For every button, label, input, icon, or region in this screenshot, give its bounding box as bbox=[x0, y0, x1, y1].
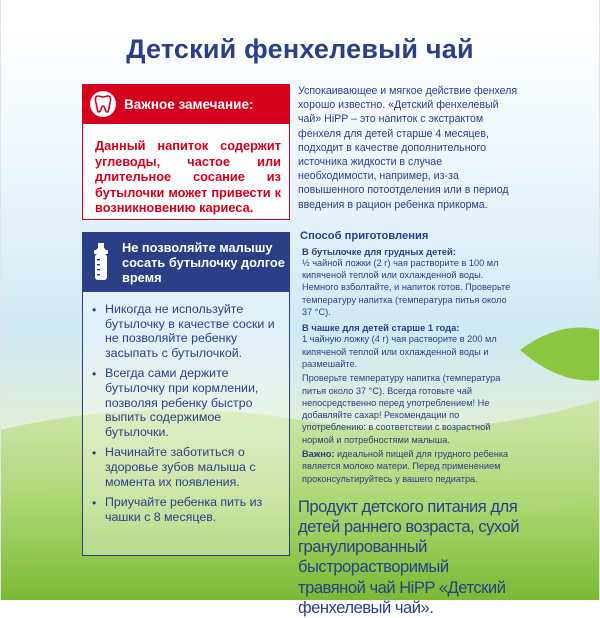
important-note bbox=[302, 448, 518, 485]
bottle-method-title: В бутылочке для грудных детей: bbox=[302, 245, 456, 257]
list-item: • Никогда не используйте бутылочку в качестве соски и не позволяйте ребенку засыпать с бутылочкой. bbox=[92, 302, 275, 360]
cup-method-text: 1 чайную ложку (4 г) чая растворите в 200 мл кипяченой теплой или охлажденной воды и размешайте. bbox=[302, 334, 497, 369]
warning-box bbox=[82, 84, 290, 220]
important-text: идеальной пищей для грудного ребенка является молоко матери. Перед применением проконсультируйтесь у вашего педиатра. bbox=[302, 448, 509, 484]
warning-text: Данный напиток содержит углеводы, частое или длительное сосание из бутылочки может привести к возникновению кариеса. bbox=[82, 124, 290, 220]
bottle-advice-box bbox=[82, 232, 290, 556]
product-description: Продукт детского питания для детей раннего возраста, сухой гранулированный быстрорастворимый травяной чай HiPP «Детский фенхелевый чай». bbox=[298, 496, 520, 617]
temperature-check-text: Проверьте температуру напитка (температура питья около 37 °С). Всегда готовьте чай непосредственно перед употреблением! Не добавляйте сахар! Рекомендации по употреблению: в соответствии с возрастной нормой и потребностями малыша. bbox=[302, 373, 501, 445]
preparation-title: Способ приготовления bbox=[300, 229, 429, 242]
right-column bbox=[298, 84, 520, 618]
bottle-advice-header bbox=[82, 232, 290, 292]
bottle-advice-list bbox=[91, 302, 283, 524]
warning-header bbox=[82, 84, 290, 124]
page-title: Детский фенхелевый чай bbox=[126, 34, 474, 64]
important-label: Важно: bbox=[302, 448, 335, 459]
baby-bottle-icon bbox=[88, 241, 114, 283]
bottle-advice-body bbox=[82, 292, 290, 556]
intro-text: Успокаивающее и мягкое действие фенхеля хорошо известно. «Детский фенхелевый чай» HiPP – это напиток с экстрактом фенхеля для детей старше 4 месяцев, подходит в качестве дополнительного источника жидкости в случае необходимости, например, из-за повышенного потоотделения или в период введения в рацион ребенка прикорма. bbox=[298, 85, 518, 211]
list-item: • Всегда сами держите бутылочку при кормлении, позволяя ребенку быстро выпить содержимое бутылочки. bbox=[92, 366, 259, 439]
tooth-icon bbox=[90, 91, 116, 117]
list-item: • Приучайте ребенка пить из чашки с 8 месяцев. bbox=[92, 495, 263, 524]
cup-method-title: В чашке для детей старше 1 года: bbox=[302, 322, 460, 334]
list-item: • Начинайте заботиться о здоровье зубов малыша с момента их появления. bbox=[92, 445, 256, 489]
leaf-decoration bbox=[520, 328, 600, 381]
bottle-method-text: ½ чайной ложки (2 г) чая растворите в 100 мл кипяченой теплой или охлажденной воды. Немного взболтайте, и напиток готов. Проверьте температуру напитка (температура питья около 37 °С). bbox=[302, 257, 511, 318]
warning-header-text: Важное замечание: bbox=[124, 96, 254, 112]
bottle-advice-header-text: Не позволяйте малышу сосать бутылочку долгое время bbox=[122, 239, 285, 285]
left-column bbox=[82, 84, 290, 556]
